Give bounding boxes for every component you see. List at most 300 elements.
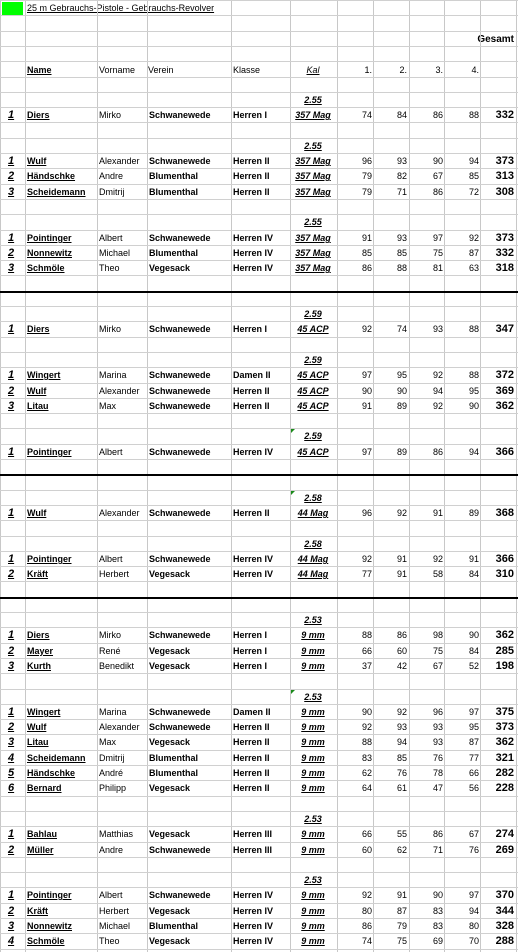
club-name: Schwanewede [149,707,211,717]
calibre-number: 2.53 [304,814,322,824]
total-score: 369 [495,385,514,397]
place-number: 1 [8,323,15,335]
calibre-label: 9 mm [301,845,325,855]
place-number: 2 [8,170,15,182]
series-1-score: 66 [361,829,372,839]
club-name: Schwanewede [149,370,211,380]
series-3-score: 71 [432,845,443,855]
grid-row-line [0,92,518,93]
club-name: Schwanewede [149,156,211,166]
shooter-first-name: Herbert [99,569,130,579]
series-2-score: 71 [396,187,407,197]
green-indicator-cell[interactable] [2,2,23,15]
series-3-score: 92 [432,401,443,411]
series-1-score: 97 [361,447,372,457]
shooter-first-name: Albert [99,233,123,243]
total-score: 362 [495,736,514,748]
place-number: 1 [8,828,15,840]
series-4-score: 88 [468,110,479,120]
series-4-score: 87 [468,737,479,747]
calibre-label: 45 ACP [297,324,329,334]
shooter-last-name: Wulf [27,508,47,518]
total-score: 313 [495,170,514,182]
shooter-first-name: Alexander [99,508,140,518]
grid-row-line [0,352,518,353]
section-separator [0,597,518,599]
shooter-last-name: Nonnewitz [27,921,72,931]
total-score: 344 [495,905,514,917]
calibre-number: 2.53 [304,615,322,625]
series-4-score: 63 [468,263,479,273]
place-number: 1 [8,507,15,519]
shooter-last-name: Nonnewitz [27,248,72,258]
series-3-score: 75 [432,248,443,258]
series-1-score: 86 [361,921,372,931]
class-name: Herren II [233,722,270,732]
shooter-last-name: Diers [27,324,50,334]
series-4-score: 66 [468,768,479,778]
total-score: 347 [495,323,514,335]
grid-row-line [0,796,518,797]
series-3-score: 83 [432,921,443,931]
header-name: Name [27,65,52,75]
header-serie-2: 2. [399,65,407,75]
shooter-first-name: Alexander [99,722,140,732]
club-name: Vegesack [149,569,191,579]
shooter-first-name: Benedikt [99,661,135,671]
shooter-last-name: Müller [27,845,54,855]
place-number: 1 [8,889,15,901]
series-1-score: 92 [361,890,372,900]
grid-row-line [0,77,518,78]
place-number: 1 [8,446,15,458]
grid-row-line [0,949,518,950]
club-name: Blumenthal [149,753,199,763]
series-1-score: 66 [361,646,372,656]
club-name: Blumenthal [149,768,199,778]
series-3-score: 81 [432,263,443,273]
series-2-score: 86 [396,630,407,640]
section-separator [0,291,518,293]
comment-flag-icon [291,429,295,433]
series-2-score: 42 [396,661,407,671]
shooter-last-name: Wulf [27,722,47,732]
series-2-score: 92 [396,508,407,518]
series-1-score: 92 [361,324,372,334]
series-2-score: 55 [396,829,407,839]
club-name: Vegesack [149,829,191,839]
calibre-label: 9 mm [301,630,325,640]
series-3-score: 47 [432,783,443,793]
place-number: 1 [8,369,15,381]
place-number: 1 [8,553,15,565]
class-name: Herren II [233,386,270,396]
place-number: 4 [8,935,15,947]
series-2-score: 76 [396,768,407,778]
class-name: Herren II [233,737,270,747]
place-number: 2 [8,385,15,397]
class-name: Herren II [233,753,270,763]
series-1-score: 86 [361,263,372,273]
calibre-label: 44 Mag [297,569,329,579]
total-score: 269 [495,844,514,856]
grid-row-line [0,811,518,812]
class-name: Herren II [233,783,270,793]
class-name: Herren I [233,630,268,640]
shooter-last-name: Händschke [27,171,76,181]
shooter-first-name: Philipp [99,783,127,793]
total-score: 366 [495,446,514,458]
total-score: 372 [495,369,514,381]
calibre-label: 9 mm [301,661,325,671]
shooter-first-name: René [99,646,121,656]
header-serie-4: 4. [471,65,479,75]
calibre-label: 357 Mag [295,233,331,243]
place-number: 2 [8,645,15,657]
total-score: 362 [495,629,514,641]
series-2-score: 92 [396,707,407,717]
class-name: Herren IV [233,569,274,579]
calibre-label: 44 Mag [297,508,329,518]
shooter-last-name: Scheidemann [27,753,86,763]
series-3-score: 90 [432,156,443,166]
series-1-score: 79 [361,171,372,181]
shooter-last-name: Pointinger [27,554,72,564]
place-number: 1 [8,629,15,641]
series-4-score: 84 [468,646,479,656]
grid-column-line [147,0,148,952]
club-name: Schwanewede [149,401,211,411]
club-name: Schwanewede [149,233,211,243]
series-3-score: 86 [432,829,443,839]
header-klasse: Klasse [233,65,261,75]
series-3-score: 83 [432,906,443,916]
place-number: 1 [8,109,15,121]
shooter-last-name: Mayer [27,646,54,656]
series-2-score: 85 [396,248,407,258]
shooter-first-name: Max [99,401,117,411]
shooter-last-name: Bahlau [27,829,58,839]
calibre-label: 45 ACP [297,386,329,396]
total-score: 285 [495,645,514,657]
series-2-score: 89 [396,447,407,457]
shooter-last-name: Händschke [27,768,76,778]
grid-row-line [0,337,518,338]
place-number: 2 [8,905,15,917]
place-number: 1 [8,706,15,718]
series-3-score: 90 [432,890,443,900]
series-4-score: 95 [468,386,479,396]
club-name: Vegesack [149,263,191,273]
series-3-score: 69 [432,936,443,946]
class-name: Damen II [233,370,271,380]
shooter-last-name: Kurth [27,661,51,671]
grid-row-line [0,138,518,139]
place-number: 3 [8,400,15,412]
series-3-score: 96 [432,707,443,717]
series-1-score: 74 [361,110,372,120]
series-3-score: 92 [432,554,443,564]
series-1-score: 92 [361,554,372,564]
place-number: 2 [8,844,15,856]
club-name: Vegesack [149,661,191,671]
series-2-score: 90 [396,386,407,396]
series-3-score: 75 [432,646,443,656]
calibre-label: 9 mm [301,783,325,793]
total-score: 332 [495,247,514,259]
class-name: Damen II [233,707,271,717]
series-3-score: 58 [432,569,443,579]
calibre-number: 2.58 [304,539,322,549]
grid-row-line [0,0,518,1]
series-3-score: 97 [432,233,443,243]
shooter-first-name: Max [99,737,117,747]
series-4-score: 85 [468,171,479,181]
class-name: Herren IV [233,906,274,916]
header-serie-3: 3. [435,65,443,75]
place-number: 3 [8,660,15,672]
total-score: 332 [495,109,514,121]
series-3-score: 86 [432,447,443,457]
grid-row-line [0,872,518,873]
shooter-first-name: Dmitrij [99,753,125,763]
grid-row-line [0,612,518,613]
section-separator [0,474,518,476]
series-4-score: 97 [468,707,479,717]
class-name: Herren II [233,768,270,778]
shooter-last-name: Wulf [27,156,47,166]
series-2-score: 74 [396,324,407,334]
total-score: 228 [495,782,514,794]
calibre-number: 2.53 [304,875,322,885]
series-4-score: 84 [468,569,479,579]
shooter-first-name: Andre [99,845,124,855]
shooter-last-name: Scheidemann [27,187,86,197]
series-3-score: 86 [432,187,443,197]
series-2-score: 62 [396,845,407,855]
series-4-score: 94 [468,906,479,916]
calibre-label: 9 mm [301,707,325,717]
grid-row-line [0,490,518,491]
grid-row-line [0,31,518,32]
shooter-first-name: André [99,768,124,778]
calibre-label: 9 mm [301,829,325,839]
club-name: Schwanewede [149,508,211,518]
series-1-score: 91 [361,401,372,411]
class-name: Herren IV [233,936,274,946]
calibre-label: 357 Mag [295,110,331,120]
place-number: 3 [8,186,15,198]
class-name: Herren III [233,829,273,839]
shooter-last-name: Litau [27,401,49,411]
series-1-score: 80 [361,906,372,916]
calibre-label: 9 mm [301,768,325,778]
series-2-score: 91 [396,569,407,579]
calibre-label: 44 Mag [297,554,329,564]
total-score: 373 [495,721,514,733]
series-4-score: 89 [468,508,479,518]
club-name: Vegesack [149,936,191,946]
calibre-number: 2.59 [304,309,322,319]
class-name: Herren I [233,661,268,671]
class-name: Herren IV [233,921,274,931]
place-number: 3 [8,920,15,932]
shooter-last-name: Schmöle [27,263,65,273]
shooter-last-name: Pointinger [27,233,72,243]
shooter-first-name: Theo [99,263,120,273]
series-4-score: 56 [468,783,479,793]
shooter-last-name: Bernard [27,783,62,793]
series-4-score: 97 [468,890,479,900]
total-score: 373 [495,232,514,244]
series-3-score: 92 [432,370,443,380]
class-name: Herren III [233,845,273,855]
series-3-score: 76 [432,753,443,763]
grid-column-line [373,0,374,952]
series-1-score: 88 [361,737,372,747]
club-name: Vegesack [149,906,191,916]
total-score: 274 [495,828,514,840]
calibre-label: 45 ACP [297,370,329,380]
class-name: Herren II [233,401,270,411]
grid-column-line [0,0,1,952]
comment-flag-icon [291,690,295,694]
series-1-score: 79 [361,187,372,197]
series-2-score: 91 [396,554,407,564]
club-name: Blumenthal [149,921,199,931]
calibre-number: 2.55 [304,95,322,105]
calibre-label: 9 mm [301,737,325,747]
total-score: 282 [495,767,514,779]
class-name: Herren I [233,646,268,656]
calibre-label: 9 mm [301,890,325,900]
shooter-first-name: Marina [99,370,127,380]
series-1-score: 83 [361,753,372,763]
calibre-label: 357 Mag [295,187,331,197]
place-number: 3 [8,262,15,274]
header-verein: Verein [148,65,174,75]
series-2-score: 87 [396,906,407,916]
total-score: 370 [495,889,514,901]
shooter-first-name: Mirko [99,110,121,120]
calibre-label: 9 mm [301,722,325,732]
series-3-score: 93 [432,324,443,334]
grid-column-line [516,0,517,952]
shooter-first-name: Andre [99,171,124,181]
total-score: 310 [495,568,514,580]
class-name: Herren IV [233,233,274,243]
calibre-label: 45 ACP [297,401,329,411]
total-score: 328 [495,920,514,932]
club-name: Schwanewede [149,110,211,120]
series-4-score: 94 [468,156,479,166]
series-4-score: 72 [468,187,479,197]
total-score: 308 [495,186,514,198]
shooter-last-name: Wingert [27,707,61,717]
place-number: 5 [8,767,15,779]
grid-column-line [97,0,98,952]
series-4-score: 70 [468,936,479,946]
shooter-first-name: Mirko [99,630,121,640]
class-name: Herren I [233,110,268,120]
series-3-score: 93 [432,722,443,732]
place-number: 2 [8,568,15,580]
club-name: Schwanewede [149,447,211,457]
club-name: Vegesack [149,737,191,747]
series-2-score: 91 [396,890,407,900]
shooter-first-name: Michael [99,921,131,931]
series-2-score: 93 [396,156,407,166]
series-1-score: 74 [361,936,372,946]
series-1-score: 60 [361,845,372,855]
class-name: Herren IV [233,554,274,564]
place-number: 3 [8,736,15,748]
series-4-score: 92 [468,233,479,243]
header-kal: Kal [306,65,320,75]
series-2-score: 82 [396,171,407,181]
club-name: Schwanewede [149,845,211,855]
total-score: 368 [495,507,514,519]
calibre-number: 2.58 [304,493,322,503]
shooter-last-name: Litau [27,737,49,747]
total-score: 318 [495,262,514,274]
shooter-first-name: Michael [99,248,131,258]
series-3-score: 98 [432,630,443,640]
series-2-score: 95 [396,370,407,380]
grid-row-line [0,46,518,47]
place-number: 1 [8,155,15,167]
class-name: Herren II [233,508,270,518]
shooter-last-name: Pointinger [27,447,72,457]
series-4-score: 87 [468,248,479,258]
series-4-score: 76 [468,845,479,855]
shooter-first-name: Alexander [99,156,140,166]
header-vorname: Vorname [99,65,136,75]
calibre-number: 2.59 [304,431,322,441]
grid-row-line [0,306,518,307]
place-number: 6 [8,782,15,794]
series-4-score: 91 [468,554,479,564]
series-4-score: 52 [468,661,479,671]
grid-row-line [0,428,518,429]
header-gesamt: Gesamt [477,34,514,45]
series-2-score: 61 [396,783,407,793]
club-name: Schwanewede [149,890,211,900]
series-1-score: 77 [361,569,372,579]
series-2-score: 79 [396,921,407,931]
header-serie-1: 1. [364,65,372,75]
series-3-score: 78 [432,768,443,778]
grid-column-line [444,0,445,952]
class-name: Herren I [233,324,268,334]
calibre-label: 45 ACP [297,447,329,457]
calibre-label: 9 mm [301,921,325,931]
series-2-score: 84 [396,110,407,120]
shooter-last-name: Diers [27,630,50,640]
class-name: Herren II [233,156,270,166]
series-4-score: 90 [468,630,479,640]
series-1-score: 96 [361,156,372,166]
calibre-number: 2.59 [304,355,322,365]
club-name: Schwanewede [149,630,211,640]
calibre-label: 357 Mag [295,263,331,273]
shooter-last-name: Pointinger [27,890,72,900]
place-number: 4 [8,752,15,764]
shooter-last-name: Kräft [27,906,49,916]
series-4-score: 88 [468,370,479,380]
calibre-label: 9 mm [301,936,325,946]
series-2-score: 94 [396,737,407,747]
